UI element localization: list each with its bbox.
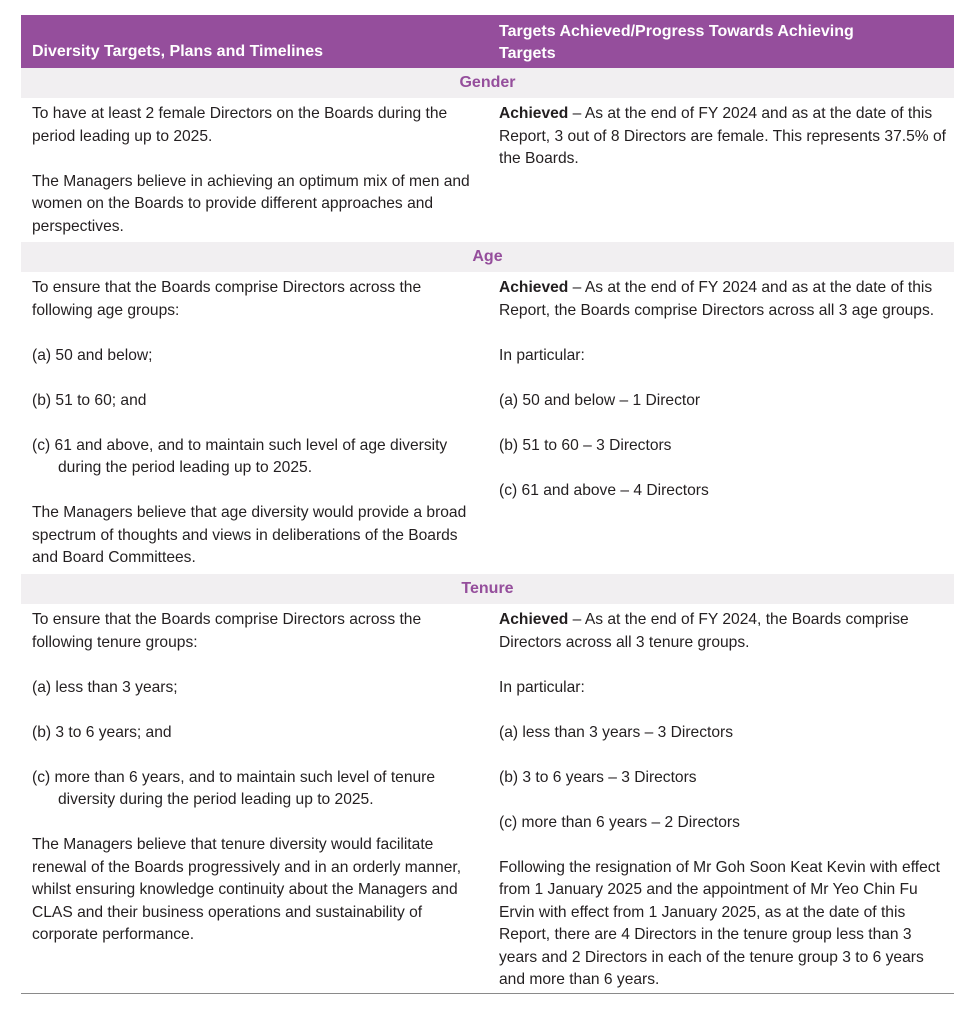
header-right-line2: Targets [499,45,556,62]
header-targets-plans: Diversity Targets, Plans and Timelines [32,43,324,60]
age-in-particular: In particular: [499,346,585,364]
gender-achieved-detail: – As at the end of FY 2024 and as at the date of this Report, 3 out of 8 Directors are female. This represents 37.5% of the Boards. [499,105,946,167]
tenure-group-a: (a) less than 3 years; [32,678,178,696]
section-gender: Gender [21,68,954,98]
gender-achieved-cell [499,103,949,171]
section-tenure: Tenure [21,574,954,604]
age-achieved-text [499,277,949,322]
gender-target-cell [32,103,482,238]
age-achieved-detail: – As at the end of FY 2024 and as at the date of this Report, the Boards comprise Directors across all 3 age groups. [499,279,935,319]
age-target-text: To ensure that the Boards comprise Directors across the following age groups: [32,279,422,319]
tenure-in-particular: In particular: [499,678,585,696]
gender-achieved-text [499,103,949,171]
tenure-count-a: (a) less than 3 years – 3 Directors [499,723,733,741]
age-rationale-text: The Managers believe that age diversity would provide a broad spectrum of thoughts and views in deliberations of the Boards and Board Committees. [32,504,467,566]
tenure-group-c: (c) more than 6 years, and to maintain such level of tenure diversity during the period leading up to 2025. [32,768,436,808]
age-count-a: (a) 50 and below – 1 Director [499,391,701,409]
table-bottom-rule [21,993,954,994]
age-row [21,272,954,574]
age-target-cell [32,277,482,570]
gender-row [21,98,954,242]
header-right-line1: Targets Achieved/Progress Towards Achieving [499,23,854,40]
tenure-count-b: (b) 3 to 6 years – 3 Directors [499,768,697,786]
tenure-update-text: Following the resignation of Mr Goh Soon Keat Kevin with effect from 1 January 2025 and the appointment of Mr Yeo Chin Fu Ervin with effect from 1 January 2025, as at the date of this Report, there are 4 Directors in the tenure group less than 3 years and 2 Directors in each of the tenure group 3 to 6 years and more than 6 years. [499,858,940,988]
age-group-b: (b) 51 to 60; and [32,391,147,409]
age-achieved-cell [499,277,949,502]
header-achieved-progress [499,21,939,65]
tenure-count-c: (c) more than 6 years – 2 Directors [499,813,740,831]
tenure-achieved-text [499,609,945,654]
gender-rationale-text: The Managers believe in achieving an optimum mix of men and women on the Boards to provide different approaches and perspectives. [32,172,470,235]
gender-target-text: To have at least 2 female Directors on the Boards during the period leading up to 2025. [32,105,448,145]
section-age: Age [21,242,954,272]
age-group-c: (c) 61 and above, and to maintain such level of age diversity during the period leading up to 2025. [32,436,448,476]
tenure-group-b: (b) 3 to 6 years; and [32,723,172,741]
diversity-table [21,15,954,988]
tenure-target-text: To ensure that the Boards comprise Directors across the following tenure groups: [32,611,422,651]
table-header [21,15,954,68]
tenure-row [21,604,954,988]
gender-achieved-label: Achieved [499,105,569,122]
age-count-b: (b) 51 to 60 – 3 Directors [499,436,672,454]
tenure-achieved-label: Achieved [499,611,569,628]
age-group-a: (a) 50 and below; [32,346,153,364]
tenure-target-cell [32,609,482,947]
age-achieved-label: Achieved [499,279,569,296]
tenure-achieved-detail: – As at the end of FY 2024, the Boards comprise Directors across all 3 tenure groups. [499,611,909,651]
age-count-c: (c) 61 and above – 4 Directors [499,481,709,499]
tenure-rationale-text: The Managers believe that tenure diversity would facilitate renewal of the Boards progressively and in an orderly manner, whilst ensuring knowledge continuity about the Managers and CLAS and their business operations and sustainability of corporate performance. [32,836,462,943]
tenure-achieved-cell [499,609,945,992]
